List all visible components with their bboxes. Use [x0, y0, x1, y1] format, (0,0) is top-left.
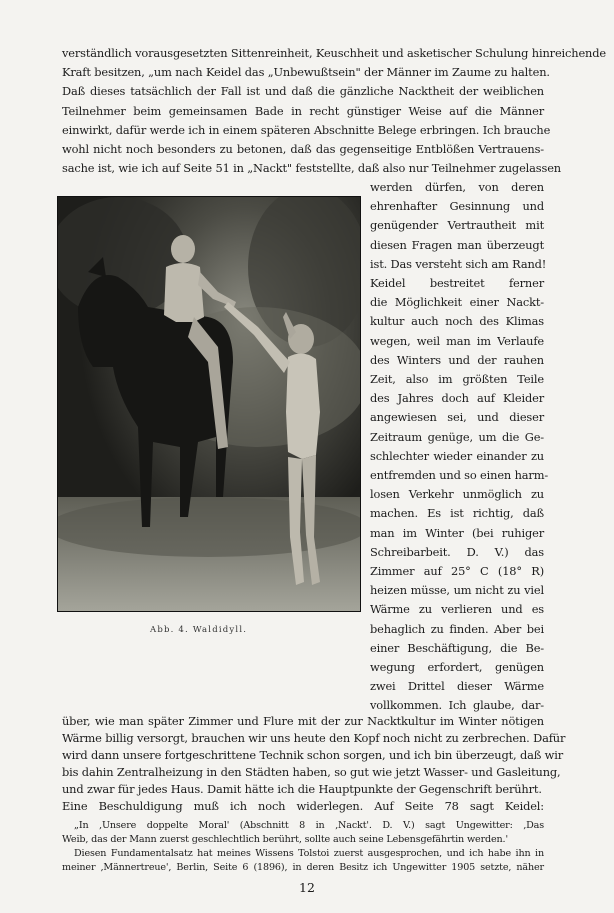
text-line: Zimmer auf 25° C (18° R)	[370, 564, 544, 578]
text-line: ist. Das versteht sich am Rand!	[370, 257, 547, 271]
text-line: machen. Es ist richtig, daß	[370, 506, 544, 520]
footnote-line: meiner ‚Männertreue', Berlin, Seite 6 (1896), in deren Besitz ich Ungewitter 1905 setzte, näher	[62, 862, 544, 873]
text-line: Teilnehmer beim gemeinsamen Bade in recht günstiger Weise auf die Männer	[62, 104, 544, 118]
text-line: des Jahres doch auf Kleider	[370, 391, 544, 405]
text-line: über, wie man später Zimmer und Flure mit der zur Nacktkultur im Winter nötigen	[62, 714, 544, 728]
text-line: ehrenhafter Gesinnung und	[370, 199, 544, 213]
text-line: diesen Fragen man überzeugt	[370, 238, 544, 252]
text-line: Kraft besitzen, „um nach Keidel das „Unbewußtsein" der Männer im Zaume zu halten.	[62, 65, 550, 79]
text-line: genügender Vertrautheit mit	[370, 218, 544, 232]
text-line: Daß dieses tatsächlich der Fall ist und daß die gänzliche Nacktheit der weiblichen	[62, 84, 544, 98]
text-line: kultur auch noch des Klimas	[370, 314, 544, 328]
text-line: einwirkt, dafür werde ich in einem späteren Abschnitte Belege erbringen. Ich brauche	[62, 123, 551, 137]
text-line: wegung erfordert, genügen	[370, 660, 544, 674]
text-line: die Möglichkeit einer Nackt-	[370, 295, 544, 309]
text-line: vollkommen. Ich glaube, dar-	[370, 698, 544, 712]
text-line: werden dürfen, von deren	[370, 180, 544, 194]
text-line: entfremden und so einen harm-	[370, 468, 549, 482]
text-line: verständlich vorausgesetzten Sittenreinheit, Keuschheit und asketischer Schulung hinreichende	[62, 46, 606, 60]
text-line: losen Verkehr unmöglich zu	[370, 487, 544, 501]
text-line: schlechter wieder einander zu	[370, 449, 544, 463]
text-line: behaglich zu finden. Aber bei	[370, 622, 544, 636]
text-line: man im Winter (bei ruhiger	[370, 526, 544, 540]
text-line: Wärme billig versorgt, brauchen wir uns heute den Kopf noch nicht zu zerbrechen. Dafür	[62, 731, 566, 745]
text-line: Zeitraum genüge, um die Ge-	[370, 430, 544, 444]
text-line: wegen, weil man im Verlaufe	[370, 334, 544, 348]
text-line: und zwar für jedes Haus. Damit hätte ich die Hauptpunkte der Gegenschrift berührt.	[62, 782, 542, 796]
text-line: einer Beschäftigung, die Be-	[370, 641, 544, 655]
text-line: Eine Beschuldigung muß ich noch widerlegen. Auf Seite 78 sagt Keidel:	[62, 799, 544, 813]
footnote-line: Weib, das der Mann zuerst geschlechtlich berührt, sollte auch seine Lebensgefährtin werden.'	[62, 834, 508, 845]
text-line: Zeit, also im größten Teile	[370, 372, 544, 386]
text-line: des Winters und der rauhen	[370, 353, 544, 367]
page-number: 12	[299, 880, 315, 895]
text-line: Keidel bestreitet ferner	[370, 276, 544, 290]
text-line: Schreibarbeit. D. V.) das	[370, 545, 544, 559]
text-line: Wärme zu verlieren und es	[370, 602, 544, 616]
photo-image	[58, 197, 360, 611]
text-line: zwei Drittel dieser Wärme	[370, 679, 544, 693]
figure-caption: Abb. 4. Waldidyll.	[150, 625, 248, 635]
text-line: angewiesen sei, und dieser	[370, 410, 544, 424]
text-line: bis dahin Zentralheizung in den Städten haben, so gut wie jetzt Wasser- und Gasleitung,	[62, 765, 561, 779]
footnote-line: „In ‚Unsere doppelte Moral' (Abschnitt 8 in ‚Nackt'. D. V.) sagt Ungewitter: ‚Das	[74, 820, 544, 831]
text-line: sache ist, wie ich auf Seite 51 in „Nackt" feststellte, daß also nur Teilnehmer zugelassen	[62, 161, 561, 175]
text-line: wohl nicht noch besonders zu betonen, daß das gegenseitige Entblößen Vertrauens-	[62, 142, 544, 156]
text-line: heizen müsse, um nicht zu viel	[370, 583, 544, 597]
text-line: wird dann unsere fortgeschrittene Technik schon sorgen, und ich bin überzeugt, daß wir	[62, 748, 564, 762]
photo-waldidyll	[57, 196, 361, 612]
footnote-line: Diesen Fundamentalsatz hat meines Wissens Tolstoi zuerst ausgesprochen, und ich habe ihn in	[74, 848, 544, 859]
